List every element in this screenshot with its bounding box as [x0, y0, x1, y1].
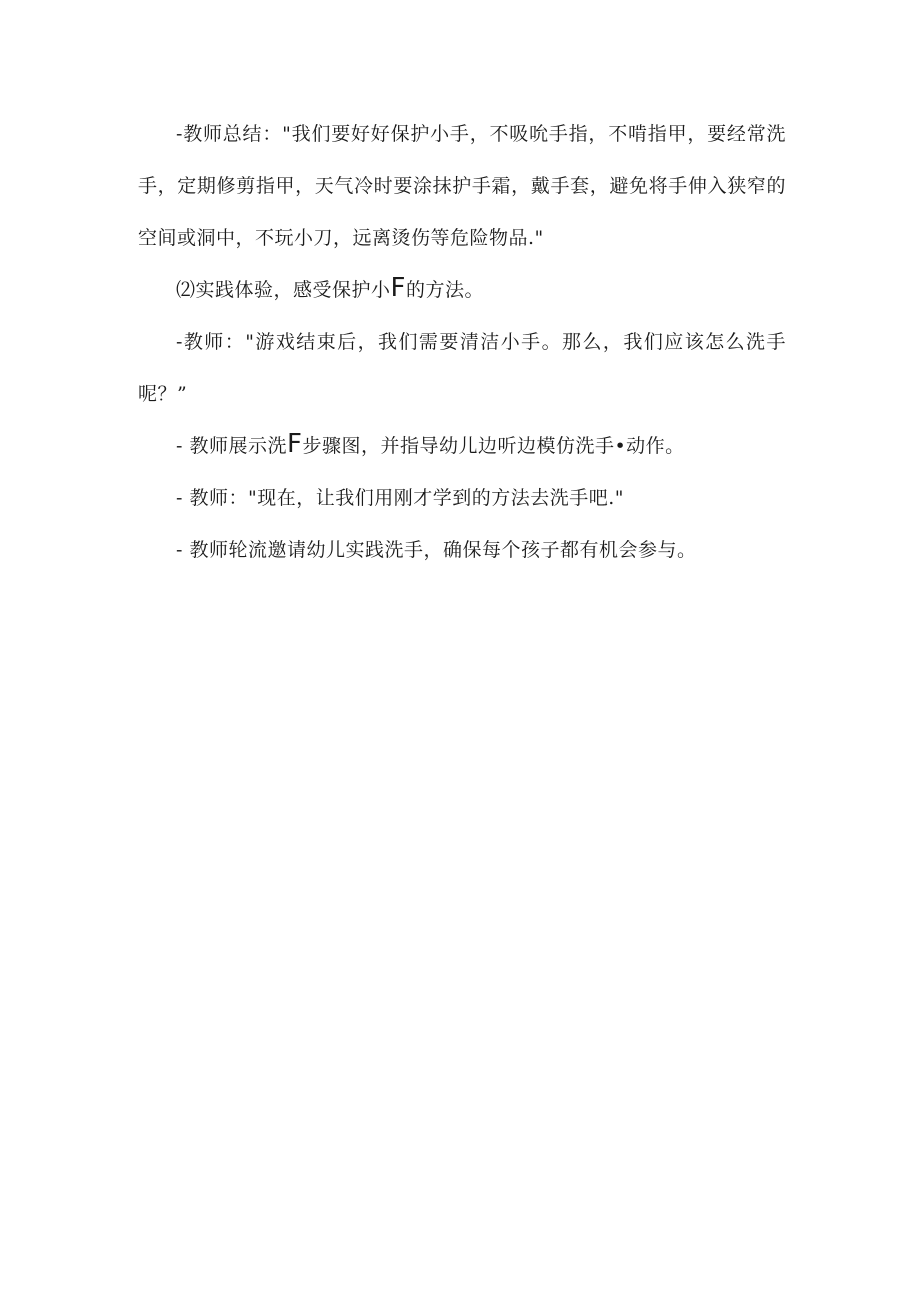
practice-heading-text-2: 的方法。 — [405, 279, 484, 301]
show-steps-text-2: 步骤图，并指导幼儿边听边模仿洗手•动作。 — [302, 435, 685, 457]
paragraph-show-steps — [138, 420, 786, 472]
document-body — [138, 108, 786, 576]
paragraph-invite-practice: - 教师轮流邀请幼儿实践洗手，确保每个孩子都有机会参与。 — [176, 539, 697, 561]
paragraph-teacher-question: -教师："游戏结束后，我们需要清洁小手。那么，我们应该怎么洗手呢？” — [138, 331, 786, 405]
practice-heading-text-1: ⑵实践体验，感受保护小 — [176, 279, 391, 301]
paragraph-teacher-summary: -教师总结："我们要好好保护小手，不吸吮手指，不啃指甲，要经常洗手，定期修剪指甲，天气冷时要涂抹护手霜，戴手套，避免将手伸入狭窄的空间或洞中，不玩小刀，远离烫伤等危险物品." — [138, 123, 786, 249]
show-steps-text-1: - 教师展示洗 — [176, 435, 287, 457]
practice-heading-glyph: F — [390, 273, 406, 303]
paragraph-teacher-now: - 教师："现在，让我们用刚才学到的方法去洗手吧." — [176, 487, 624, 509]
paragraph-practice-heading — [138, 264, 786, 316]
show-steps-glyph: F — [286, 429, 303, 459]
